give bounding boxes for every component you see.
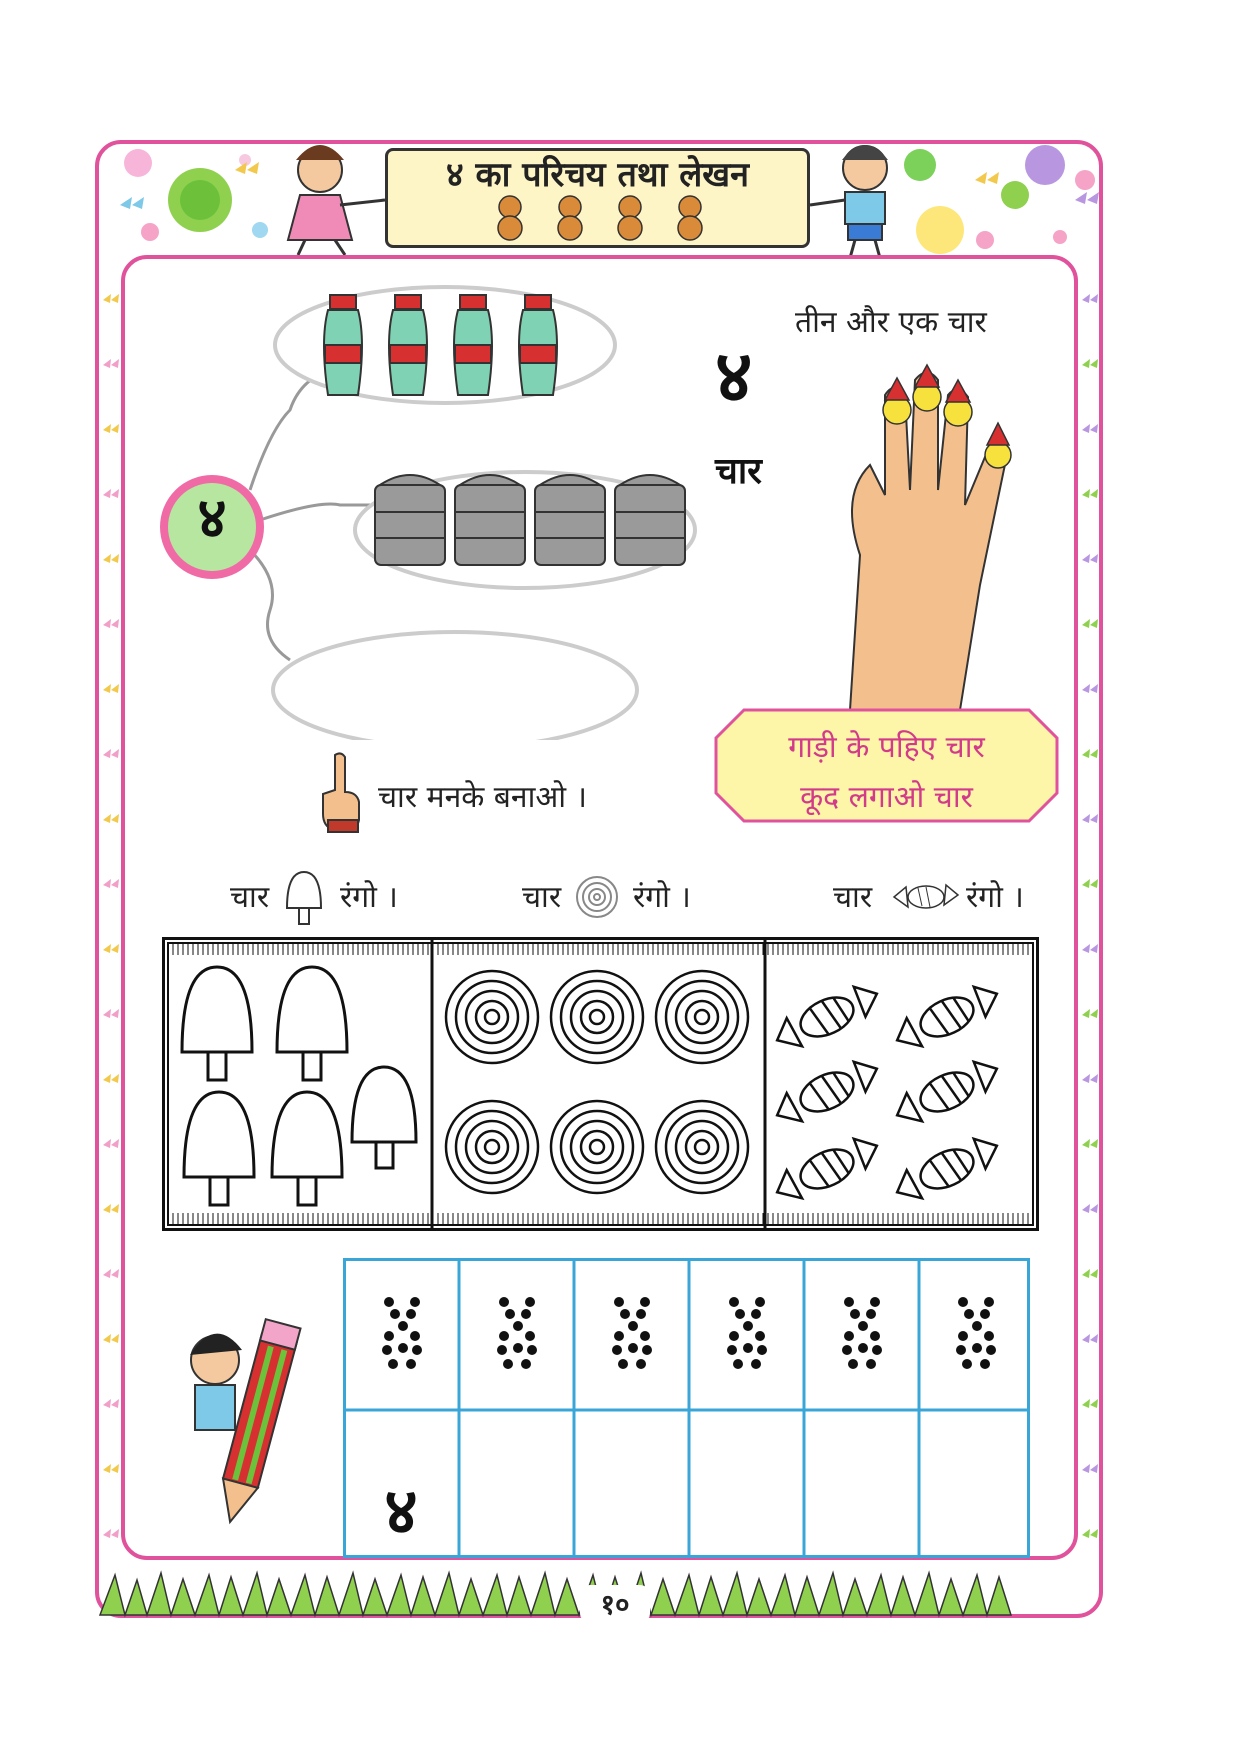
numeral-badge: ४ [197,486,227,551]
page-number: १० [580,1585,650,1623]
color-task-suffix: रंगो । [966,880,1024,915]
spiral-icon [575,875,620,920]
color-task-prefix: चार [522,880,562,915]
bead-instruction: चार मनके बनाओ । [378,780,587,815]
coloring-figures [162,937,1039,1231]
bears-icon [485,192,715,242]
girl-illustration [288,145,385,255]
ice-cream-icon [283,868,325,928]
color-task-suffix: रंगो । [340,880,398,915]
color-task-suffix: रंगो । [633,880,691,915]
word-four: चार [715,451,762,492]
writing-sample-numeral: ४ [384,1475,418,1549]
kid-with-pencil-icon [180,1315,310,1535]
color-task-prefix: चार [230,880,270,915]
boy-illustration [810,145,888,258]
rhyme-line-1: गाड़ी के पहिए चार [788,730,985,765]
numeral-large: ४ [715,334,753,418]
pointing-finger-icon [320,750,365,835]
rhyme-line-2: कूद लगाओ चार [800,780,973,815]
intro-text: तीन और एक चार [795,305,987,340]
color-task-prefix: चार [833,880,873,915]
hand-icon [830,355,1030,715]
candy-icon [890,875,962,915]
page-title: ४ का परिचय तथा लेखन [446,155,749,195]
